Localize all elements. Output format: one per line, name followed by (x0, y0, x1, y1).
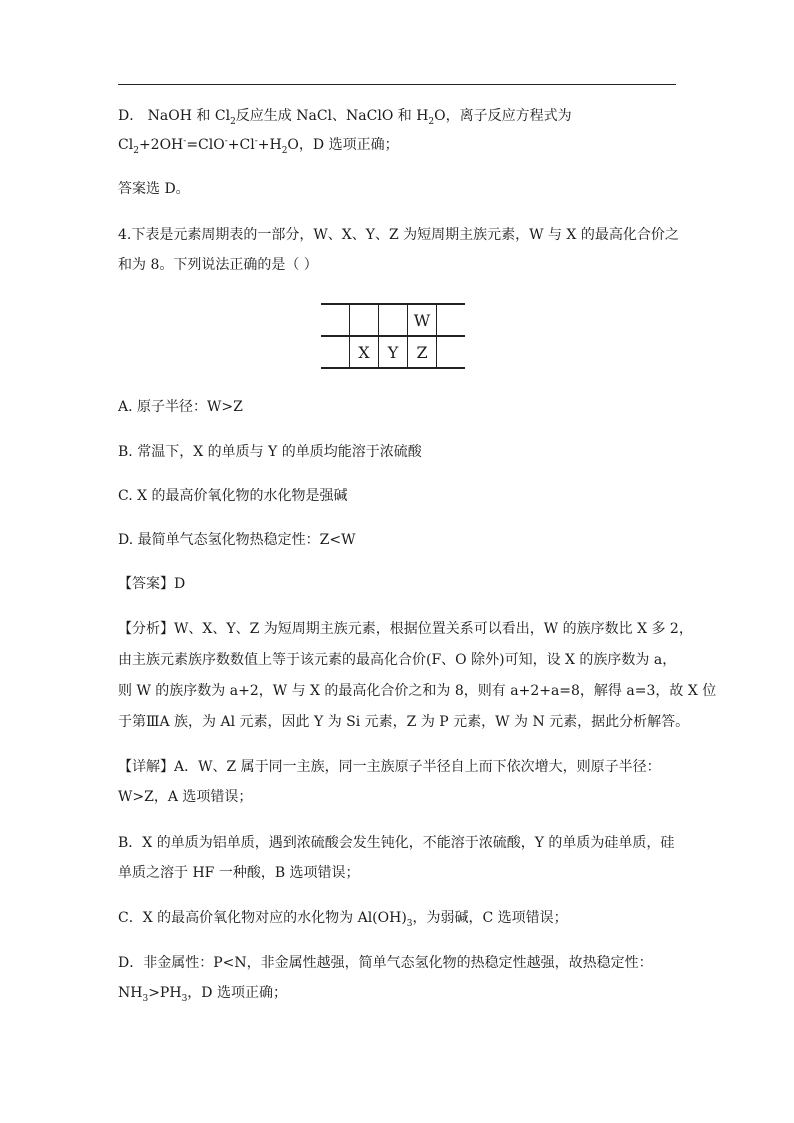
periodic-table-fragment (321, 303, 465, 369)
table-cell: Z (408, 336, 437, 368)
table-cell (321, 304, 350, 336)
prev-option-d-line2: $Cl_2+2OH^-=ClO^-+Cl^-+H_2O$，D 选项正确； (118, 136, 399, 156)
detail-d-line2: $NH_3>PH_3$，D 选项正确； (118, 985, 287, 1004)
detail-d-line1: D．非金属性：P<N，非金属性越强，简单气态氢化物的热稳定性越强，故热稳定性： (118, 955, 653, 971)
answer-label: 【答案】D (118, 576, 186, 592)
detail-a-line2: W>Z，A 选项错误； (118, 789, 253, 805)
option-b: B. 常温下，X 的单质与 Y 的单质均能溶于浓硫酸 (118, 444, 422, 460)
table-row (321, 304, 465, 336)
analysis-line4: 于第ⅢA 族，为 Al 元素，因此 Y 为 Si 元素，Z 为 P 元素，W 为 N 元素，据此分析解答。 (118, 714, 690, 730)
detail-b-line2: 单质之溶于 HF 一种酸，B 选项错误； (118, 865, 360, 881)
table-cell (437, 304, 466, 336)
analysis-line3: 则 W 的族序数为 a+2，W 与 X 的最高化合价之和为 8，则有 a+2+a=8，解得 a=3，故 X 位 (118, 683, 717, 699)
detail-b-line1: B．X 的单质为铝单质，遇到浓硫酸会发生钝化，不能溶于浓硫酸，Y 的单质为硅单质，硅 (118, 835, 675, 851)
table-cell (379, 304, 408, 336)
table-cell (350, 304, 379, 336)
option-c: C. X 的最高价氧化物的水化物是强碱 (118, 488, 348, 504)
detail-a-line1: 【详解】A．W、Z 属于同一主族，同一主族原子半径自上而下依次增大，则原子半径： (118, 759, 661, 775)
prev-conclusion: 答案选 D。 (118, 181, 190, 197)
question-stem-line1: 4.下表是元素周期表的一部分，W、X、Y、Z 为短周期主族元素，W 与 X 的最高化合价之 (118, 227, 679, 243)
table-cell: Y (379, 336, 408, 368)
table-cell (321, 336, 350, 368)
question-stem-line2: 和为 8。下列说法正确的是（ ） (118, 257, 318, 273)
table-cell: X (350, 336, 379, 368)
option-d: D. 最简单气态氢化物热稳定性：Z<W (118, 532, 356, 548)
table-cell: W (408, 304, 437, 336)
analysis-line1: 【分析】W、X、Y、Z 为短周期主族元素，根据位置关系可以看出，W 的族序数比 X 多 2， (118, 621, 693, 637)
detail-c-line1: C．X 的最高价氧化物对应的水化物为 $Al(OH)_3$，为弱碱，C 选项错误； (118, 910, 568, 929)
table-cell (437, 336, 466, 368)
analysis-line2: 由主族元素族序数数值上等于该元素的最高化合价(F、O 除外)可知，设 X 的族序数为 a， (118, 652, 677, 668)
table-row (321, 336, 465, 368)
option-a: A. 原子半径：W>Z (118, 399, 243, 415)
prev-option-d-line1: D． NaOH 和 $Cl_2$反应生成 NaCl、NaClO 和 $H_2O$，离子反应方程式为 (118, 108, 572, 127)
header-rule (118, 84, 676, 85)
